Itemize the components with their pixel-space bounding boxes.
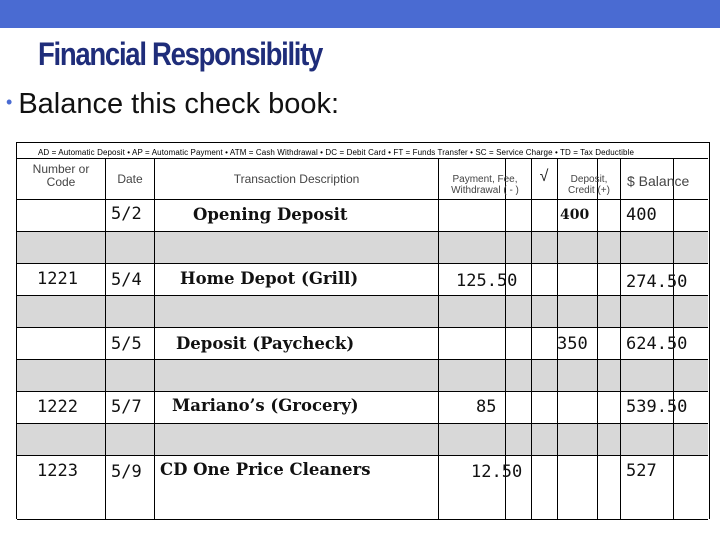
row2-payment: 125.50 <box>456 271 518 291</box>
header-deposit <box>558 174 620 196</box>
row5-date: 5/9 <box>111 462 142 482</box>
row1-deposit: 400 <box>560 207 590 223</box>
header-payment-line2: Withdrawal ( - ) <box>451 185 519 196</box>
row2-number: 1221 <box>37 269 78 289</box>
row5-description: CD One Price Cleaners <box>160 460 371 479</box>
slide-title: Financial Responsibility <box>38 36 323 72</box>
row4-balance: 539.50 <box>626 397 688 417</box>
column-divider <box>438 158 439 520</box>
row4-number: 1222 <box>37 397 78 417</box>
bullet-item <box>6 88 339 121</box>
column-divider <box>620 158 621 520</box>
register-blank-row <box>17 295 708 327</box>
row2-description: Home Depot (Grill) <box>180 269 359 288</box>
header-number-line2: Code <box>46 175 76 189</box>
row3-balance: 624.50 <box>626 334 688 354</box>
checkbook-legend: AD = Automatic Deposit • AP = Automatic Payment • ATM = Cash Withdrawal • DC = Debit Card • FT = Funds Transfer • SC = Service Charge • TD = Tax Deductible <box>38 148 635 157</box>
row-divider <box>17 423 708 424</box>
column-divider <box>154 158 155 520</box>
row-divider <box>17 327 708 328</box>
top-accent-bar <box>0 0 720 28</box>
row1-balance: 400 <box>626 205 657 225</box>
header-number-line1: Number or <box>32 162 90 176</box>
column-divider <box>597 158 598 520</box>
column-divider <box>531 158 532 520</box>
row4-date: 5/7 <box>111 397 142 417</box>
row-divider <box>17 359 708 360</box>
register-blank-row <box>17 359 708 391</box>
row-divider <box>17 295 708 296</box>
row-divider <box>17 391 708 392</box>
row5-payment: 12.50 <box>471 462 523 482</box>
header-payment-line1: Payment, Fee, <box>452 174 518 185</box>
row-divider <box>17 231 708 232</box>
bullet-icon: • <box>6 92 13 112</box>
header-description: Transaction Description <box>233 172 360 186</box>
row3-date: 5/5 <box>111 334 142 354</box>
row-divider <box>17 519 708 520</box>
header-deposit-line2: Credit (+) <box>568 185 610 196</box>
legend-divider <box>17 158 708 159</box>
row2-balance: 274.50 <box>626 272 688 292</box>
register-blank-row <box>17 231 708 263</box>
row5-balance: 527 <box>626 461 657 481</box>
header-deposit-line1: Deposit, <box>570 174 608 185</box>
row1-date: 5/2 <box>111 204 142 224</box>
row-divider <box>17 263 708 264</box>
register-blank-row <box>17 423 708 455</box>
header-payment <box>439 174 531 196</box>
header-check-icon: √ <box>539 168 549 185</box>
row-divider <box>17 455 708 456</box>
header-date: Date <box>117 172 143 186</box>
row3-description: Deposit (Paycheck) <box>176 334 355 353</box>
header-divider <box>17 199 708 200</box>
row5-number: 1223 <box>37 461 78 481</box>
row4-payment: 85 <box>476 397 497 417</box>
row2-date: 5/4 <box>111 270 142 290</box>
bullet-text: Balance this check book: <box>18 88 340 120</box>
column-divider <box>105 158 106 520</box>
row4-description: Mariano’s (Grocery) <box>172 396 359 415</box>
header-balance: $ Balance <box>627 173 690 189</box>
row3-deposit: 350 <box>557 334 588 354</box>
row1-description: Opening Deposit <box>193 205 348 224</box>
header-number <box>20 163 102 189</box>
